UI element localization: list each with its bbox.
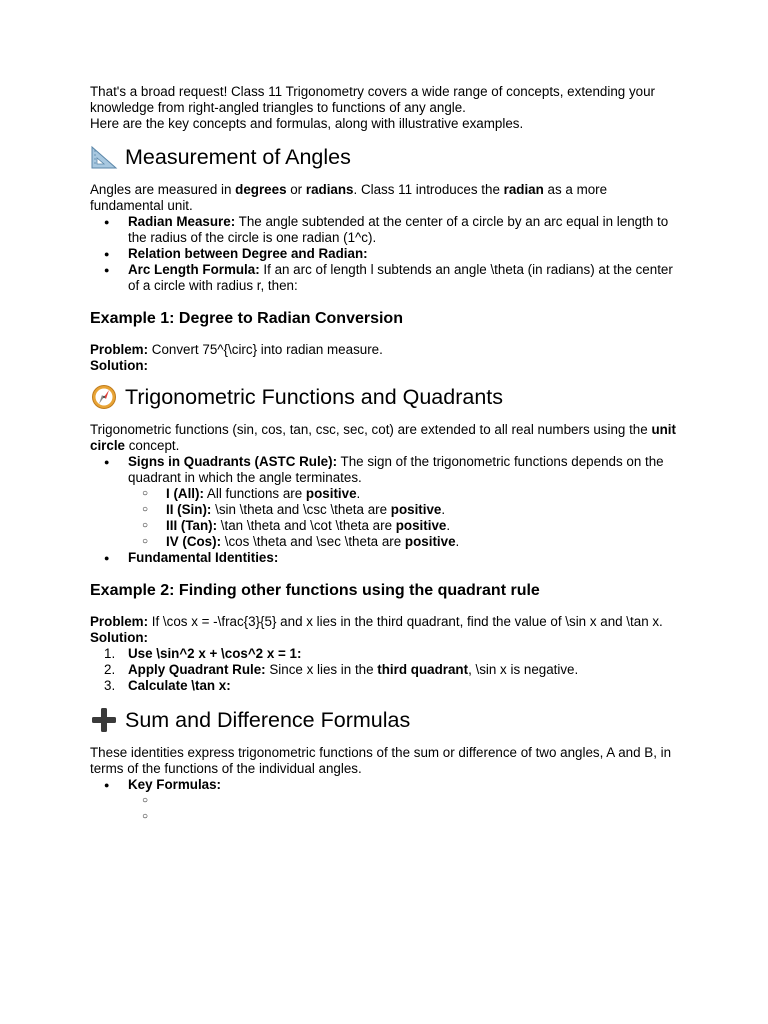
section2-bullets-2 [90, 550, 678, 566]
list-item [90, 793, 678, 809]
section-heading-measurement [90, 144, 678, 170]
section-title: Trigonometric Functions and Quadrants [125, 385, 504, 409]
list-item: 2. Apply Quadrant Rule: Since x lies in the third quadrant, \sin x is negative. [104, 662, 579, 677]
list-item [90, 809, 678, 825]
list-item: ○ I (All): All functions are positive. [90, 486, 678, 502]
section-heading-trig-functions [90, 384, 678, 410]
list-item: ○ IV (Cos): \cos \theta and \sec \theta are positive. [90, 534, 678, 550]
example-2-problem: Problem: If \cos x = -\frac{3}{5} and x lies in the third quadrant, find the value of \sin x and \tan x. [90, 614, 663, 629]
compass-icon [90, 384, 118, 410]
section-heading-sum-difference [90, 707, 678, 733]
section1-bullets [90, 214, 678, 294]
list-item: 3. Calculate \tan x: [104, 678, 231, 693]
triangular-ruler-icon [90, 144, 118, 170]
example-2-heading: Example 2: Finding other functions using the quadrant rule [90, 582, 540, 599]
list-item: ○ II (Sin): \sin \theta and \csc \theta are positive. [90, 502, 678, 518]
quadrant-sublist [90, 486, 678, 550]
example-2-solution: Solution: [90, 630, 149, 645]
list-item: 1. Use \sin^2 x + \cos^2 x = 1: [104, 646, 302, 661]
intro-line-2: Here are the key concepts and formulas, along with illustrative examples. [90, 116, 524, 131]
section-title: Measurement of Angles [125, 145, 351, 169]
section2-bullets [90, 454, 678, 486]
example-1-solution: Solution: [90, 358, 149, 373]
section3-bullets [90, 777, 678, 793]
section-title: Sum and Difference Formulas [125, 708, 411, 732]
list-item: ● Radian Measure: The angle subtended at the center of a circle by an arc equal in length to the radius of the circle is one radian (1^c). [90, 214, 678, 246]
key-formulas-sublist [90, 793, 678, 825]
section1-paragraph: Angles are measured in degrees or radians. Class 11 introduces the radian as a more fundamental unit. [90, 182, 608, 213]
plus-icon [90, 707, 118, 733]
list-item: ● Signs in Quadrants (ASTC Rule): The sign of the trigonometric functions depends on the quadrant in which the angle terminates. [90, 454, 678, 486]
section2-paragraph: Trigonometric functions (sin, cos, tan, csc, sec, cot) are extended to all real numbers using the unit circle concept. [90, 422, 676, 453]
list-item: ○ III (Tan): \tan \theta and \cot \theta are positive. [90, 518, 678, 534]
list-item: ● Key Formulas: [90, 777, 678, 793]
example-1-heading: Example 1: Degree to Radian Conversion [90, 310, 403, 327]
list-item: ● Fundamental Identities: [90, 550, 678, 566]
intro-line-1: That's a broad request! Class 11 Trigonometry covers a wide range of concepts, extending your knowledge from right-angled triangles to functions of any angle. [90, 84, 656, 115]
example-1-problem: Problem: Convert 75^{\circ} into radian measure. [90, 342, 383, 357]
section3-paragraph: These identities express trigonometric functions of the sum or difference of two angles, A and B, in terms of the functions of the individual angles. [90, 745, 672, 776]
list-item: ● Arc Length Formula: If an arc of length l subtends an angle \theta (in radians) at the center of a circle with radius r, then: [90, 262, 678, 294]
solution-steps [90, 646, 678, 694]
list-item: ● Relation between Degree and Radian: [90, 246, 678, 262]
